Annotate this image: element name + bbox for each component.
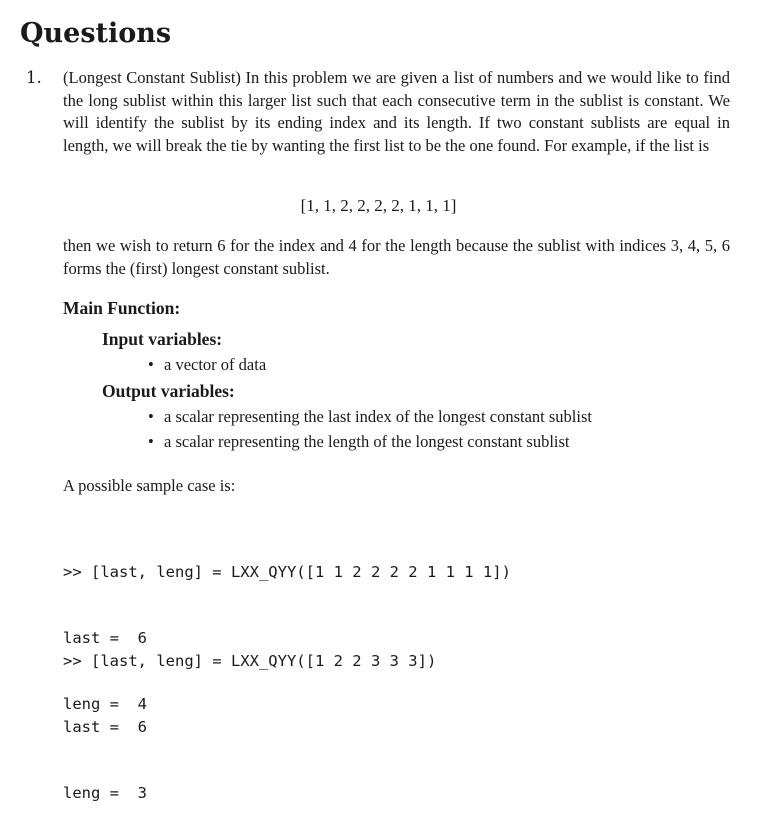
code-command: >> [last, leng] = LXX_QYY([1 1 2 2 2 2 1 1 1 1])	[63, 563, 511, 581]
input-item	[148, 355, 266, 375]
input-variables-heading: Input variables:	[102, 329, 223, 349]
problem-number: 1.	[26, 68, 42, 87]
output-item-text: a scalar representing the length of the longest constant sublist	[164, 432, 570, 451]
section-title: Questions	[20, 18, 172, 49]
code-output-leng: leng = 3	[63, 784, 147, 802]
problem-explanation: then we wish to return 6 for the index and 4 for the length because the sublist with indices 3, 4, 5, 6 forms the (first) longest constant sublist.	[63, 236, 730, 278]
code-command: >> [last, leng] = LXX_QYY([1 2 2 3 3 3])	[63, 652, 437, 670]
main-function-heading: Main Function:	[63, 298, 181, 318]
code-output-leng: leng = 4	[63, 695, 147, 713]
bullet-icon: •	[148, 355, 154, 374]
input-item-text: a vector of data	[164, 355, 267, 374]
bullet-icon: •	[148, 407, 154, 426]
code-output-last: last = 6	[63, 629, 147, 647]
output-item	[148, 407, 592, 427]
output-variables-heading: Output variables:	[102, 381, 235, 401]
bullet-icon: •	[148, 432, 154, 451]
code-output-last: last = 6	[63, 718, 147, 736]
output-item-text: a scalar representing the last index of the longest constant sublist	[164, 407, 592, 426]
output-item	[148, 432, 570, 452]
example-list: [1, 1, 2, 2, 2, 2, 1, 1, 1]	[300, 196, 457, 215]
problem-intro: (Longest Constant Sublist) In this problem we are given a list of numbers and we would like to find the long sublist within this larger list such that each consecutive term in the sublist is constant. We will identify the sublist by its ending index and its length. If two constant sublists are equal in length, we will break the tie by wanting the first list to be the one found. For example, if the list is	[63, 68, 730, 155]
code-sample-2	[63, 606, 436, 826]
sample-intro: A possible sample case is:	[63, 476, 236, 495]
